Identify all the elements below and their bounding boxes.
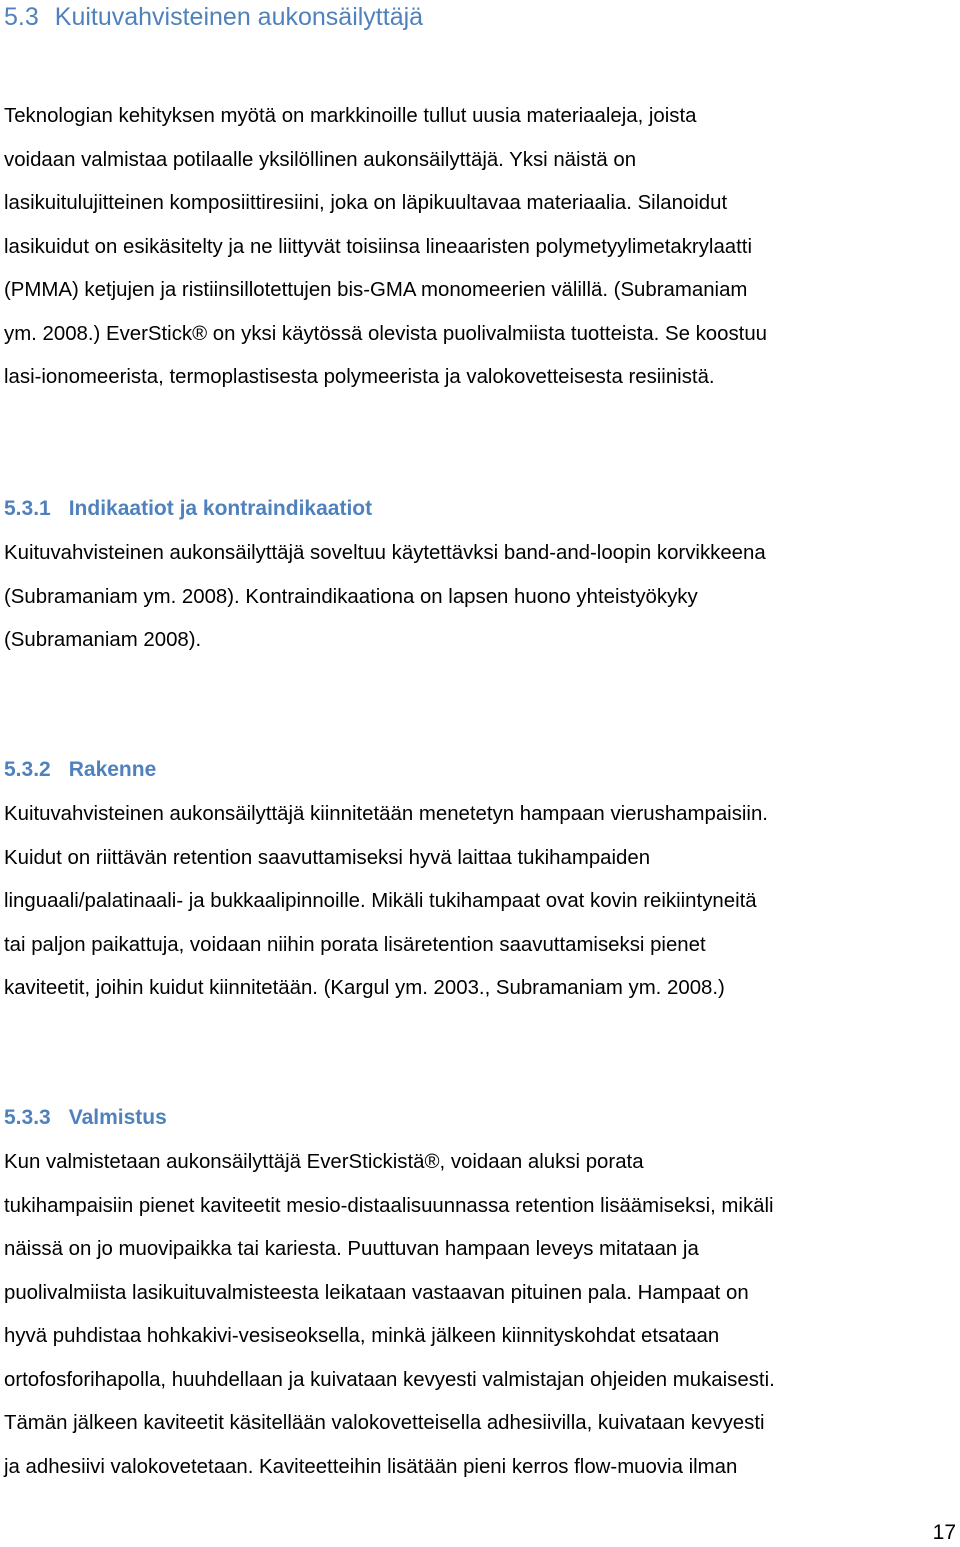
text-line: lasikuitulujitteinen komposiittiresiini, joka on läpikuultavaa materiaalia. Silanoidut bbox=[4, 192, 728, 214]
indications-paragraph bbox=[4, 532, 766, 663]
section-heading bbox=[4, 2, 423, 32]
subsection-heading-manufacturing bbox=[4, 1103, 167, 1133]
text-line: Kun valmistetaan aukonsäilyttäjä EverStickistä®, voidaan aluksi porata bbox=[4, 1151, 644, 1173]
text-line: tukihampaisiin pienet kaviteetit mesio-distaalisuunnassa retention lisäämiseksi, mikäli bbox=[4, 1194, 774, 1217]
text-line: tai paljon paikattuja, voidaan niihin porata lisäretention saavuttamiseksi pienet bbox=[4, 933, 706, 956]
text-line: ja adhesiivi valokovetetaan. Kaviteetteihin lisätään pieni kerros flow-muovia ilman bbox=[4, 1455, 738, 1478]
text-line: Kuituvahvisteinen aukonsäilyttäjä kiinnitetään menetetyn hampaan vierushampaisiin. bbox=[4, 803, 768, 825]
text-line: (PMMA) ketjujen ja ristiinsillotettujen bis-GMA monomeerien välillä. (Subramaniam bbox=[4, 279, 748, 301]
text-line: näissä on jo muovipaikka tai kariesta. Puuttuvan hampaan leveys mitataan ja bbox=[4, 1238, 699, 1260]
text-line: Kuituvahvisteinen aukonsäilyttäjä soveltuu käytettävksi band-and-loopin korvikkeena bbox=[4, 542, 766, 564]
subsection-title: Indikaatiot ja kontraindikaatiot bbox=[68, 497, 373, 520]
text-line: lasi-ionomeerista, termoplastisesta polymeerista ja valokovetteisesta resiinistä. bbox=[4, 366, 715, 388]
subsection-title: Rakenne bbox=[68, 758, 157, 781]
text-line: kaviteetit, joihin kuidut kiinnitetään. (Kargul ym. 2003., Subramaniam ym. 2008.) bbox=[4, 977, 725, 999]
text-line: lasikuidut on esikäsitelty ja ne liittyvät toisiinsa lineaaristen polymetyylimetakrylaatti bbox=[4, 235, 752, 258]
structure-paragraph bbox=[4, 793, 768, 1011]
section-number: 5.3 bbox=[4, 3, 39, 31]
text-line: (Subramaniam 2008). bbox=[4, 629, 202, 651]
text-line: puolivalmiista lasikuituvalmisteesta leikataan vastaavan pituinen pala. Hampaat on bbox=[4, 1281, 749, 1304]
section-intro-paragraph bbox=[4, 95, 767, 400]
section-title: Kuituvahvisteinen aukonsäilyttäjä bbox=[54, 3, 424, 31]
text-line: linguaali/palatinaali- ja bukkaalipinnoille. Mikäli tukihampaat ovat kovin reikiintyneitä bbox=[4, 890, 757, 912]
manufacturing-paragraph bbox=[4, 1141, 775, 1489]
page-number: 17 bbox=[932, 1521, 956, 1544]
text-line: voidaan valmistaa potilaalle yksilöllinen aukonsäilyttäjä. Yksi näistä on bbox=[4, 148, 637, 171]
text-line: Teknologian kehityksen myötä on markkinoille tullut uusia materiaaleja, joista bbox=[4, 105, 697, 127]
text-line: (Subramaniam ym. 2008). Kontraindikaationa on lapsen huono yhteistyökyky bbox=[4, 585, 698, 608]
subsection-number: 5.3.1 bbox=[4, 497, 51, 520]
subsection-heading-structure bbox=[4, 755, 156, 785]
text-line: Tämän jälkeen kaviteetit käsitellään valokovetteisella adhesiivilla, kuivataan kevyesti bbox=[4, 1412, 765, 1434]
subsection-heading-indications bbox=[4, 494, 372, 524]
text-line: hyvä puhdistaa hohkakivi-vesiseoksella, minkä jälkeen kiinnityskohdat etsataan bbox=[4, 1325, 720, 1347]
subsection-number: 5.3.3 bbox=[4, 1106, 51, 1129]
text-line: ortofosforihapolla, huuhdellaan ja kuivataan kevyesti valmistajan ohjeiden mukaisesti. bbox=[4, 1368, 775, 1391]
subsection-number: 5.3.2 bbox=[4, 758, 51, 781]
text-line: Kuidut on riittävän retention saavuttamiseksi hyvä laittaa tukihampaiden bbox=[4, 846, 651, 869]
text-line: ym. 2008.) EverStick® on yksi käytössä olevista puolivalmiista tuotteista. Se koostuu bbox=[4, 322, 768, 345]
subsection-title: Valmistus bbox=[68, 1106, 167, 1129]
